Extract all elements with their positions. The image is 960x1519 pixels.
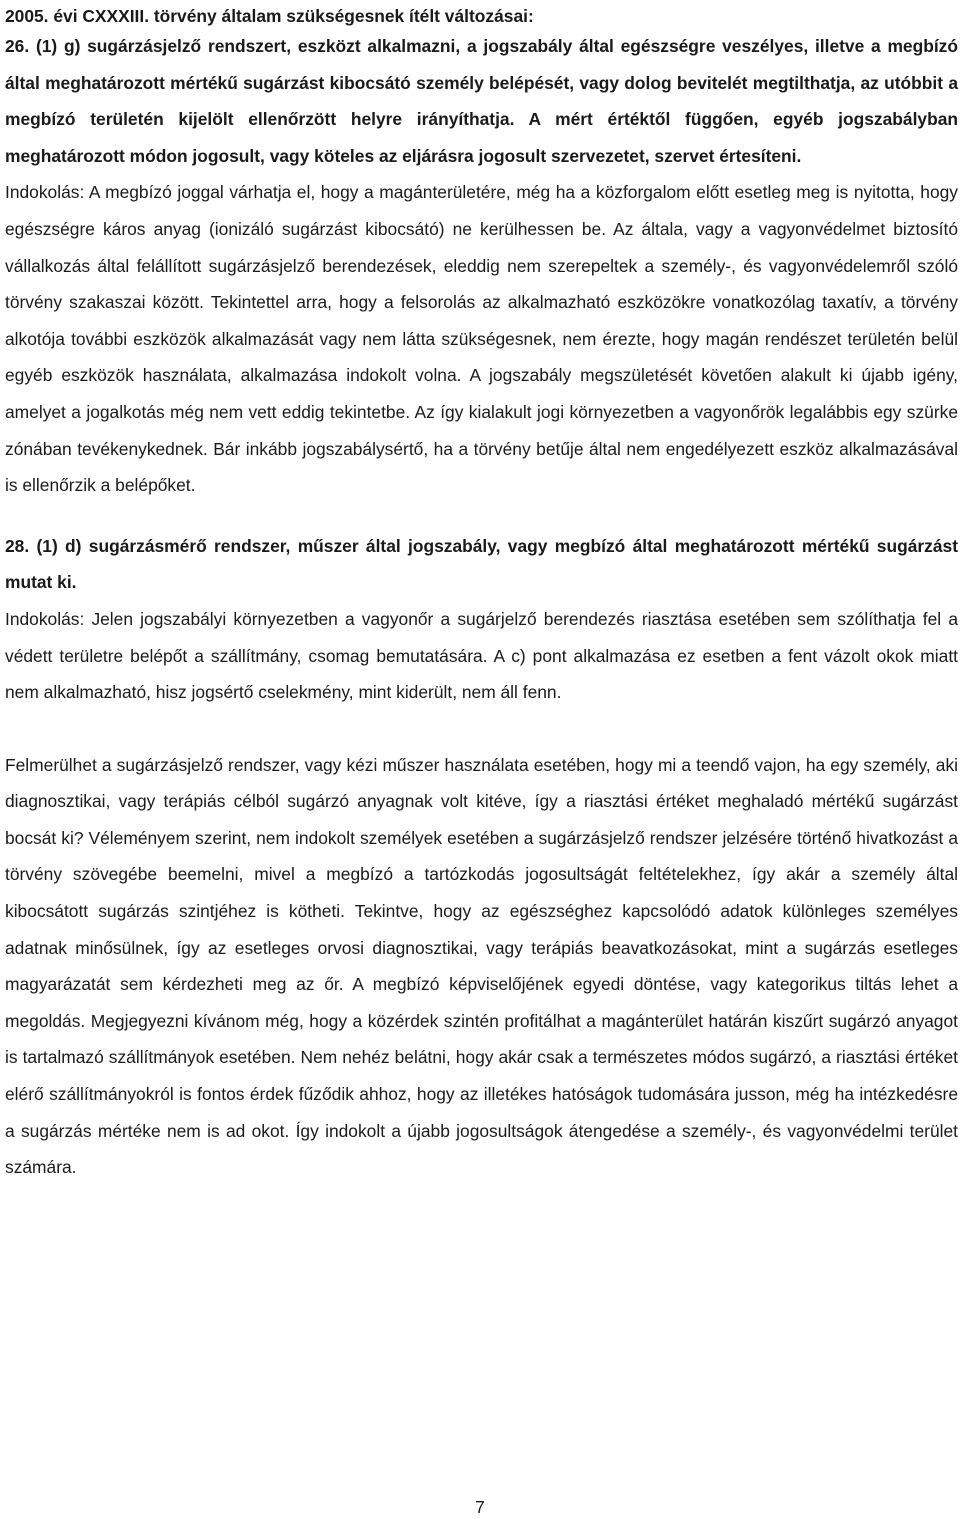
paragraph-spacer — [5, 504, 958, 528]
section-28-rule: 28. (1) d) sugárzásmérő rendszer, műszer által jogszabály, vagy megbízó által meghatározott mértékű sugárzást mutat ki. — [5, 535, 958, 593]
section-26-justification: Indokolás: A megbízó joggal várhatja el, hogy a magánterületére, még ha a közforgalom előtt esetleg meg is nyitotta, hogy egészségre káros anyag (ionizáló sugárzást kibocsátó) ne kerülhessen be. Az általa, vagy a vagyonvédelmet biztosító vállalkozás által felállított sugárzásjelző berendezések, eleddig nem szerepeltek a személy-, és vagyonvédelemről szóló törvény szakaszai között. Tekintettel arra, hogy a felsorolás az alkalmazható eszközökre vonatkozólag taxatív, a törvény alkotója további eszközök alkalmazását vagy nem látta szükségesnek, nem érezte, hogy magán rendészet területén belül egyéb eszközök használata, alkalmazása indokolt volna. A jogszabály megszületését követően alakult ki újabb igény, amelyet a jogalkotás még nem vett eddig tekintetbe. Az így kialakult jogi környezetben a vagyonőrök legalábbis egy szürke zónában tevékenykednek. Bár inkább jogszabálysértő, ha a törvény betűje által nem engedélyezett eszköz alkalmazásával is ellenőrzik a belépőket. — [5, 182, 958, 496]
closing-paragraph: Felmerülhet a sugárzásjelző rendszer, vagy kézi műszer használata esetében, hogy mi a teendő vajon, ha egy személy, aki diagnosztikai, vagy terápiás célból sugárzó anyagnak volt kitéve, így a riasztási értéket meghaladó mértékű sugárzást bocsát ki? Véleményem szerint, nem indokolt személyek esetében a sugárzásjelző rendszer jelzésére történő hivatkozást a törvény szövegébe beemelni, mivel a megbízó a tartózkodás jogosultságát feltételekhez, így akár a személy által kibocsátott sugárzás szintjéhez is kötheti. Tekintve, hogy az egészséghez kapcsolódó adatok különleges személyes adatnak minősülnek, így az esetleges orvosi diagnosztikai, vagy terápiás beavatkozásokat, mint a sugárzás esetleges magyarázatát sem kérdezheti meg az őr. A megbízó képviselőjének egyedi döntése, vagy kategorikus tiltás lehet a megoldás. Megjegyezni kívánom még, hogy a közérdek szintén profitálhat a magánterület határán kiszűrt sugárzó anyagot is tartalmazó szállítmányok esetében. Nem nehéz belátni, hogy akár csak a természetes módos sugárzó, a riasztási értéket elérő szállítmányokról is fontos érdek fűződik ahhoz, hogy az illetékes hatóságok tudomására jusson, még ha intézkedésre a sugárzás mértéke nem is ad okot. Így indokolt a újabb jogosultságok átengedése a személy-, és vagyonvédelmi terület számára. — [5, 754, 958, 1178]
document-heading: 2005. évi CXXXIII. törvény általam szükségesnek ítélt változásai: — [5, 6, 534, 26]
section-28-justification: Indokolás: Jelen jogszabályi környezetben a vagyonőr a sugárjelző berendezés riasztása esetében sem szólíthatja fel a védett területre belépőt a szállítmány, csomag bemutatására. A c) pont alkalmazása ez esetben a fent vázolt okok miatt nem alkalmazható, hisz jogsértő cselekmény, mint kiderült, nem áll fenn. — [5, 608, 958, 703]
paragraph-spacer — [5, 711, 958, 747]
page-number: 7 — [475, 1497, 485, 1517]
document-page — [5, 0, 958, 1186]
section-26-rule: 26. (1) g) sugárzásjelző rendszert, eszközt alkalmazni, a jogszabály által egészségre veszélyes, illetve a megbízó által meghatározott mértékű sugárzást kibocsátó személy belépését, vagy dolog bevitelét megtilthatja, az utóbbit a megbízó területén kijelölt ellenőrzött helyre irányíthatja. A mért értéktől függően, egyéb jogszabályban meghatározott módon jogosult, vagy köteles az eljárásra jogosult szervezetet, szervet értesíteni. — [5, 36, 958, 166]
